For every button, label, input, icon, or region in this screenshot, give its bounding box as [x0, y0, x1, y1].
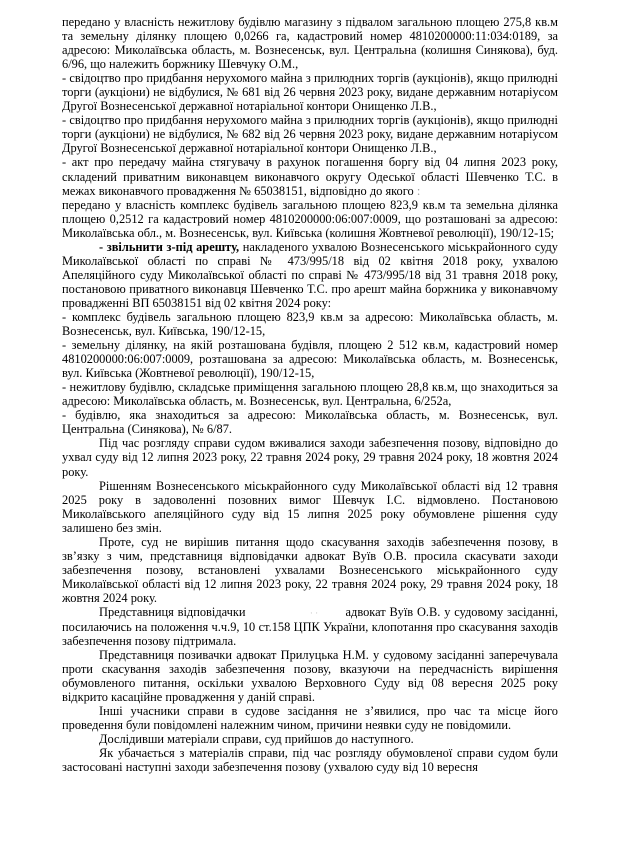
paragraph-18: [62, 746, 558, 774]
paragraph-16: [62, 704, 558, 732]
text-run: Представниця відповідачки: [99, 604, 246, 619]
paragraph-4: [62, 155, 558, 197]
text-run: - свідоцтво про придбання нерухомого майна з прилюдних торгів (аукціонів), якщо прилюдні торги (аукціони) не відбулися, № 681 від 26 червня 2023 року, видане державним нотаріусом Другої Вознесенської державної нотаріальної контори Онищенко Л.В.,: [62, 71, 558, 114]
bold-text-run: - звільнити з-під арешту,: [99, 239, 240, 254]
text-run: Представниця позивачки адвокат Прилуцька Н.М. у судовому засіданні заперечувала проти скасування заходів забезпечення позову, вказуючи на передчасність вирішення обумовленого питання, оскільки ухвалою Верховного Суду від 08 вересня 2025 року відкрито касаційне провадження у даній справі.: [62, 648, 558, 705]
text-run: Як убачається з матеріалів справи, під час розгляду обумовленої справи судом були застосовані наступні заходи забезпечення позову (ухвалою суду від 10 вересня: [62, 746, 558, 775]
text-run: Проте, суд не вирішив питання щодо скасування заходів забезпечення позову, в зв’язку з чим, представниця відповідачки адвокат Вуїв О.В. просила скасувати заходи забезпечення позову, встановлені ухвалами Вознесенського міськрайонного суду Миколаївської області від 12 липня 2023 року, 22 травня 2024 року, 29 травня 2024 року, 18 жовтня 2024 року.: [62, 534, 558, 605]
text-run: - будівлю, яка знаходиться за адресою: Миколаївська область, м. Вознесенськ, вул. Центральна (Синякова), № 6/87.: [62, 408, 558, 437]
text-run: - земельну ділянку, на якій розташована будівля, площею 2 512 кв.м, кадастровий номер 4810200000:06:007:0009, розташована за адресою: Миколаївська область, м. Вознесенськ, вул. Київська (Жовтневої революції), 190/12-15,: [62, 338, 558, 381]
text-run: накладеного ухвалою Вознесенського міськрайонного суду Миколаївської області по справі № 473/995/18 від 02 квітня 2018 року, ухвалою Апеляційного суду Миколаївської області по справі № 473/995/18 від 31 травня 2018 року, постановою приватного виконавця Шевченко Т.С. про арешт майна боржника у виконавчому провадженні ВП 65038151 від 02 квітня 2024 року:: [62, 239, 558, 310]
paragraph-3: [62, 113, 558, 155]
paragraph-6: [62, 240, 558, 310]
redaction-gap: · ·: [309, 607, 319, 618]
text-run: Під час розгляду справи судом вживалися заходи забезпечення позову, відповідно до ухвал суду від 12 липня 2023 року, 22 травня 2024 року, 29 травня 2024 року, 18 жовтня 2024 року.: [62, 436, 558, 479]
paragraph-8: [62, 338, 558, 380]
text-run: - нежитлову будівлю, складське приміщення загальною площею 28,8 кв.м, що знаходиться за адресою: Миколаївська область, м. Вознесенськ, вул. Центральна, 6/252а,: [62, 380, 558, 409]
paragraph-1: [62, 15, 558, 71]
document-body: [62, 15, 558, 775]
paragraph-2: [62, 71, 558, 113]
text-run: Інші учасники справи в судове засідання не з’явилися, про час та місце його проведення були повідомлені належним чином, причини неявки суду не повідомили.: [62, 704, 558, 733]
text-run: передано у власність комплекс будівель загальною площею 823,9 кв.м та земельна ділянка площею 0,2512 га кадастровий номер 4810200000:06:007:0009, що розташовані за адресою: Миколаївська обл., м. Вознесенськ, вул. Київська (колишня Жовтневої революції), 190/12-15;: [62, 197, 558, 240]
paragraph-17: [62, 732, 558, 746]
paragraph-5: [62, 198, 558, 240]
faint-mark: :: [416, 183, 421, 198]
paragraph-11: [62, 436, 558, 478]
text-run: Дослідивши матеріали справи, суд прийшов до наступного.: [99, 732, 414, 747]
paragraph-9: [62, 380, 558, 408]
text-run: - свідоцтво про придбання нерухомого майна з прилюдних торгів (аукціонів), якщо прилюдні торги (аукціони) не відбулися, № 682 від 26 червня 2023 року, видане державним нотаріусом Другої Вознесенської державної нотаріальної контори Онищенко Л.В.,: [62, 113, 558, 156]
text-run: передано у власність нежитлову будівлю магазину з підвалом загальною площею 275,8 кв.м та земельну ділянку площею 0,0266 га, кадастровий номер 4810200000:11:034:0189, за адресою: Миколаївська область, м. Вознесенськ, вул. Центральна (колишня Синякова), буд. 6/96, що належить боржнику Шевчуку О.М.,: [62, 15, 558, 72]
text-run: Рішенням Вознесенського міськрайонного суду Миколаївської області від 12 травня 2025 року в задоволенні позовних вимог Шевчук І.С. відмовлено. Постановою Миколаївського апеляційного суду від 15 липня 2025 року обумовлене рішення суду залишено без змін.: [62, 478, 558, 535]
paragraph-7: [62, 310, 558, 338]
text-run: - акт про передачу майна стягувачу в рахунок погашення боргу від 04 липня 2023 року, складений приватним виконавцем виконавчого округу Одеської області Шевченко Т.С. в межах виконавчого провадження № 65038151, відповідно до якого: [62, 155, 558, 198]
text-run: адвокат Вуїв О.В. у судовому засіданні, посилаючись на положення ч.ч.9, 10 ст.158 ЦПК України, клопотання про скасування заходів забезпечення позову підтримала.: [62, 604, 559, 649]
paragraph-10: [62, 408, 558, 436]
paragraph-13: [62, 535, 558, 605]
text-run: - комплекс будівель загальною площею 823,9 кв.м за адресою: Миколаївська область, м. Вознесенськ, вул. Київська, 190/12-15,: [62, 309, 558, 339]
paragraph-14: [62, 605, 558, 648]
paragraph-15: [62, 648, 558, 704]
paragraph-12: [62, 479, 558, 535]
